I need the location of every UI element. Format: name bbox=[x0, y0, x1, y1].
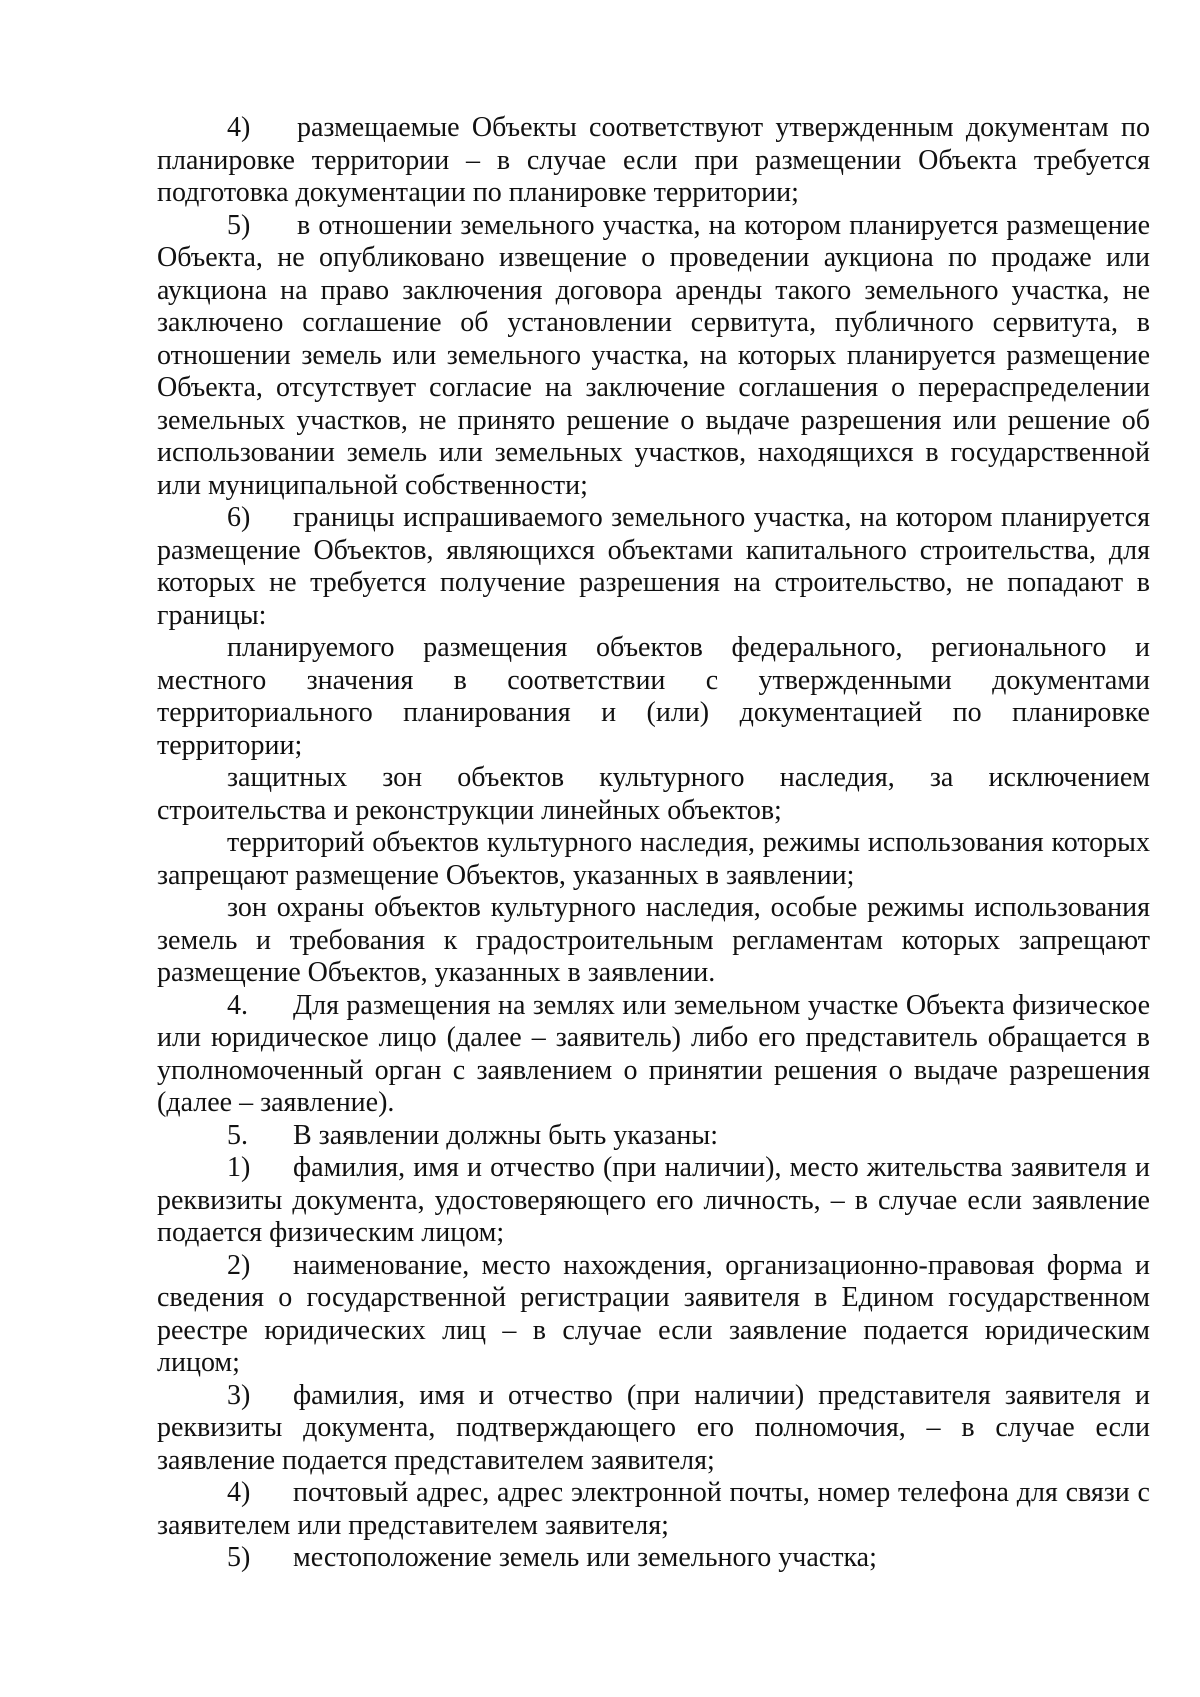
paragraph-text: зон охраны объектов культурного наследия, особые режимы использования земель и требования к градостроительным регламентам которых запрещают размещение Объектов, указанных в заявлении. bbox=[157, 892, 1150, 988]
paragraph-item-3 bbox=[157, 1380, 1150, 1478]
paragraph-item-1 bbox=[157, 1152, 1150, 1250]
paragraph-text: территорий объектов культурного наследия, режимы использования которых запрещают размещение Объектов, указанных в заявлении; bbox=[157, 827, 1150, 891]
paragraph-number: 2) bbox=[227, 1249, 251, 1281]
paragraph-item-5b bbox=[157, 1542, 1150, 1575]
paragraph-sub-protective-zones bbox=[157, 762, 1150, 827]
paragraph-text: планируемого размещения объектов федерального, регионального и местного значения в соответствии с утвержденными документами территориального планирования и (или) документацией по планировке территории; bbox=[157, 632, 1150, 761]
paragraph-item-4b bbox=[157, 1477, 1150, 1542]
paragraph-text: размещаемые Объекты соответствуют утвержденным документам по планировке территории – в случае если при размещении Объекта требуется подготовка документации по планировке территории; bbox=[157, 112, 1150, 208]
paragraph-text: фамилия, имя и отчество (при наличии), место жительства заявителя и реквизиты документа, удостоверяющего его личность, – в случае если заявление подается физическим лицом; bbox=[157, 1152, 1150, 1248]
paragraph-number: 4) bbox=[227, 1477, 251, 1508]
paragraph-text: границы испрашиваемого земельного участка, на котором планируется размещение Объектов, являющихся объектами капитального строительства, для которых не требуется получение разрешения на строительство, не попадают в границы: bbox=[157, 502, 1150, 631]
document-page bbox=[157, 112, 1150, 1575]
paragraph-text: почтовый адрес, адрес электронной почты, номер телефона для связи с заявителем или представителем заявителя; bbox=[157, 1477, 1150, 1541]
paragraph-number: 5) bbox=[227, 209, 251, 241]
paragraph-sub-heritage-territories bbox=[157, 827, 1150, 892]
paragraph-number: 6) bbox=[227, 502, 251, 533]
paragraph-clause-4 bbox=[157, 990, 1150, 1120]
paragraph-number: 3) bbox=[227, 1379, 251, 1411]
paragraph-number: 5. bbox=[227, 1119, 248, 1151]
paragraph-text: В заявлении должны быть указаны: bbox=[293, 1119, 718, 1151]
paragraph-number: 4) bbox=[227, 112, 251, 143]
paragraph-text: фамилия, имя и отчество (при наличии) представителя заявителя и реквизиты документа, подтверждающего его полномочия, – в случае если заявление подается представителем заявителя; bbox=[157, 1379, 1150, 1476]
paragraph-sub-planned-placement bbox=[157, 632, 1150, 762]
paragraph-item-5 bbox=[157, 210, 1150, 503]
paragraph-text: защитных зон объектов культурного наследия, за исключением строительства и реконструкции линейных объектов; bbox=[157, 762, 1150, 826]
paragraph-item-6 bbox=[157, 502, 1150, 632]
paragraph-item-4 bbox=[157, 112, 1150, 210]
paragraph-number: 4. bbox=[227, 989, 248, 1021]
paragraph-clause-5 bbox=[157, 1120, 1150, 1153]
paragraph-number: 5) bbox=[227, 1542, 251, 1573]
paragraph-item-2 bbox=[157, 1250, 1150, 1380]
paragraph-sub-heritage-zones bbox=[157, 892, 1150, 990]
paragraph-text: Для размещения на землях или земельном участке Объекта физическое или юридическое лицо (далее – заявитель) либо его представитель обращается в уполномоченный орган с заявлением о принятии решения о выдаче разрешения (далее – заявление). bbox=[157, 989, 1150, 1118]
paragraph-text: местоположение земель или земельного участка; bbox=[293, 1542, 877, 1573]
paragraph-text: в отношении земельного участка, на котором планируется размещение Объекта, не опубликовано извещение о проведении аукциона по продаже или аукциона на право заключения договора аренды такого земельного участка, не заключено соглашение об установлении сервитута, публичного сервитута, в отношении земель или земельного участка, на которых планируется размещение Объекта, отсутствует согласие на заключение соглашения о перераспределении земельных участков, не принято решение о выдаче разрешения или решение об использовании земель или земельных участков, находящихся в государственной или муниципальной собственности; bbox=[157, 209, 1150, 501]
paragraph-number: 1) bbox=[227, 1152, 251, 1183]
paragraph-text: наименование, место нахождения, организационно-правовая форма и сведения о государственной регистрации заявителя в Едином государственном реестре юридических лиц – в случае если заявление подается юридическим лицом; bbox=[157, 1249, 1150, 1378]
